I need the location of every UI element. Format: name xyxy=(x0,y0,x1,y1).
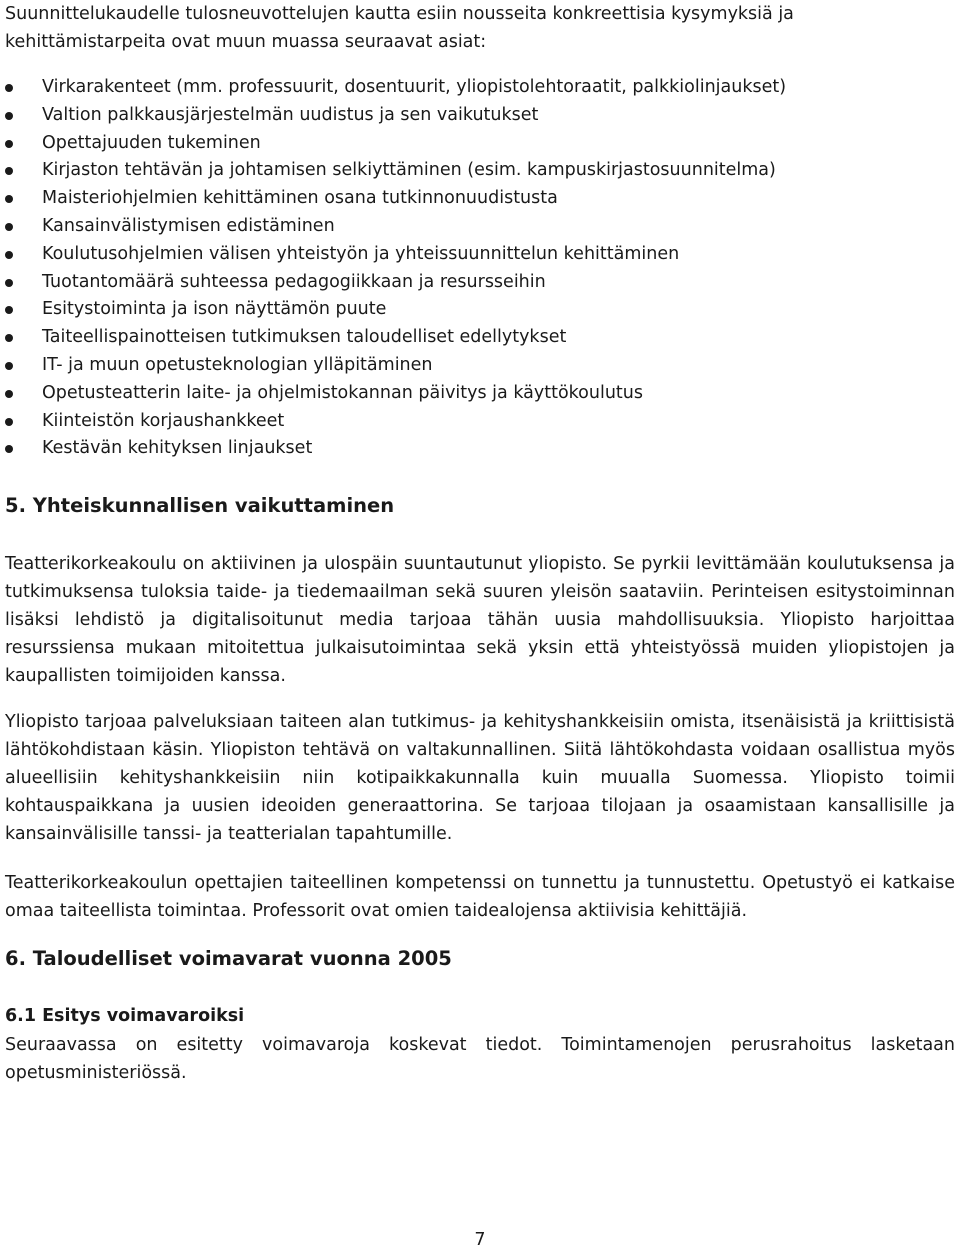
section-6-heading: 6. Taloudelliset voimavarat vuonna 2005 xyxy=(5,947,452,970)
section-5-paragraph-1: Teatterikorkeakoulu on aktiivinen ja ulospäin suuntautunut yliopisto. Se pyrkii levittämään koulutuksensa ja tutkimuksensa tuloksia taide- ja tiedemaailman sekä suuren yleisön saataviin. Perinteisen esitystoiminnan lisäksi lehdistö ja digitalisoitunut media tarjoaa tähän uusia mahdollisuuksia. Yliopisto harjoittaa resurssiensa mukaan mitoitettua julkaisutoimintaa sekä yksin että yhteistyössä muiden yliopistojen ja kaupallisten toimijoiden kanssa. xyxy=(5,554,955,686)
bullet-icon xyxy=(5,418,13,426)
list-item: Valtion palkkausjärjestelmän uudistus ja sen vaikutukset xyxy=(5,102,955,130)
bullet-icon xyxy=(5,195,13,203)
list-item: Opetusteatterin laite- ja ohjelmistokannan päivitys ja käyttökoulutus xyxy=(5,380,955,408)
list-item: Kansainvälistymisen edistäminen xyxy=(5,213,955,241)
bullet-icon xyxy=(5,140,13,148)
bullet-icon xyxy=(5,279,13,287)
list-item: Tuotantomäärä suhteessa pedagogiikkaan ja resursseihin xyxy=(5,269,955,297)
development-needs-list xyxy=(5,74,955,463)
section-6-1-heading: 6.1 Esitys voimavaroiksi xyxy=(5,1006,245,1026)
list-item: Maisteriohjelmien kehittäminen osana tutkinnonuudistusta xyxy=(5,185,955,213)
list-item: Virkarakenteet (mm. professuurit, dosentuurit, yliopistolehtoraatit, palkkiolinjaukset) xyxy=(5,74,955,102)
bullet-icon xyxy=(5,445,13,453)
list-item: Kestävän kehityksen linjaukset xyxy=(5,435,955,463)
list-item: Kiinteistön korjaushankkeet xyxy=(5,408,955,436)
bullet-icon xyxy=(5,390,13,398)
bullet-icon xyxy=(5,84,13,92)
document-page xyxy=(5,0,955,1248)
bullet-icon xyxy=(5,334,13,342)
bullet-icon xyxy=(5,112,13,120)
section-5-heading: 5. Yhteiskunnallisen vaikuttaminen xyxy=(5,494,395,517)
section-5-paragraph-2: Yliopisto tarjoaa palveluksiaan taiteen alan tutkimus- ja kehityshankkeisiin omista, itsenäisistä ja kriittisistä lähtökohdistaan käsin. Yliopiston tehtävä on valtakunnallinen. Siitä lähtökohdasta voidaan osallistua myös alueellisiin kehityshankkeisiin niin kotipaikkakunnalla kuin muualla Suomessa. Yliopisto toimii kohtauspaikkana ja uusien ideoiden generaattorina. Se tarjoaa tilojaan ja osaamistaan kansallisille ja kansainvälisille tanssi- ja teatterialan tapahtumille. xyxy=(5,712,955,844)
section-5-paragraph-3: Teatterikorkeakoulun opettajien taiteellinen kompetenssi on tunnettu ja tunnustettu. Opetustyö ei katkaise omaa taiteellista toimintaa. Professorit ovat omien taidealojensa aktiivisia kehittäjiä. xyxy=(5,873,955,921)
list-item: IT- ja muun opetusteknologian ylläpitäminen xyxy=(5,352,955,380)
list-item: Esitystoiminta ja ison näyttämön puute xyxy=(5,296,955,324)
bullet-icon xyxy=(5,362,13,370)
list-item: Kirjaston tehtävän ja johtamisen selkiyttäminen (esim. kampuskirjastosuunnitelma) xyxy=(5,157,955,185)
page-number: 7 xyxy=(474,1230,486,1250)
bullet-icon xyxy=(5,167,13,175)
intro-paragraph: Suunnittelukaudelle tulosneuvottelujen kautta esiin nousseita konkreettisia kysymyksiä ja kehittämistarpeita ovat muun muassa seuraavat asiat: xyxy=(5,4,794,52)
bullet-icon xyxy=(5,306,13,314)
bullet-icon xyxy=(5,251,13,259)
list-item: Opettajuuden tukeminen xyxy=(5,130,955,158)
list-item: Taiteellispainotteisen tutkimuksen taloudelliset edellytykset xyxy=(5,324,955,352)
bullet-icon xyxy=(5,223,13,231)
section-6-1-paragraph: Seuraavassa on esitetty voimavaroja koskevat tiedot. Toimintamenojen perusrahoitus lasketaan opetusministeriössä. xyxy=(5,1035,955,1083)
list-item: Koulutusohjelmien välisen yhteistyön ja yhteissuunnittelun kehittäminen xyxy=(5,241,955,269)
